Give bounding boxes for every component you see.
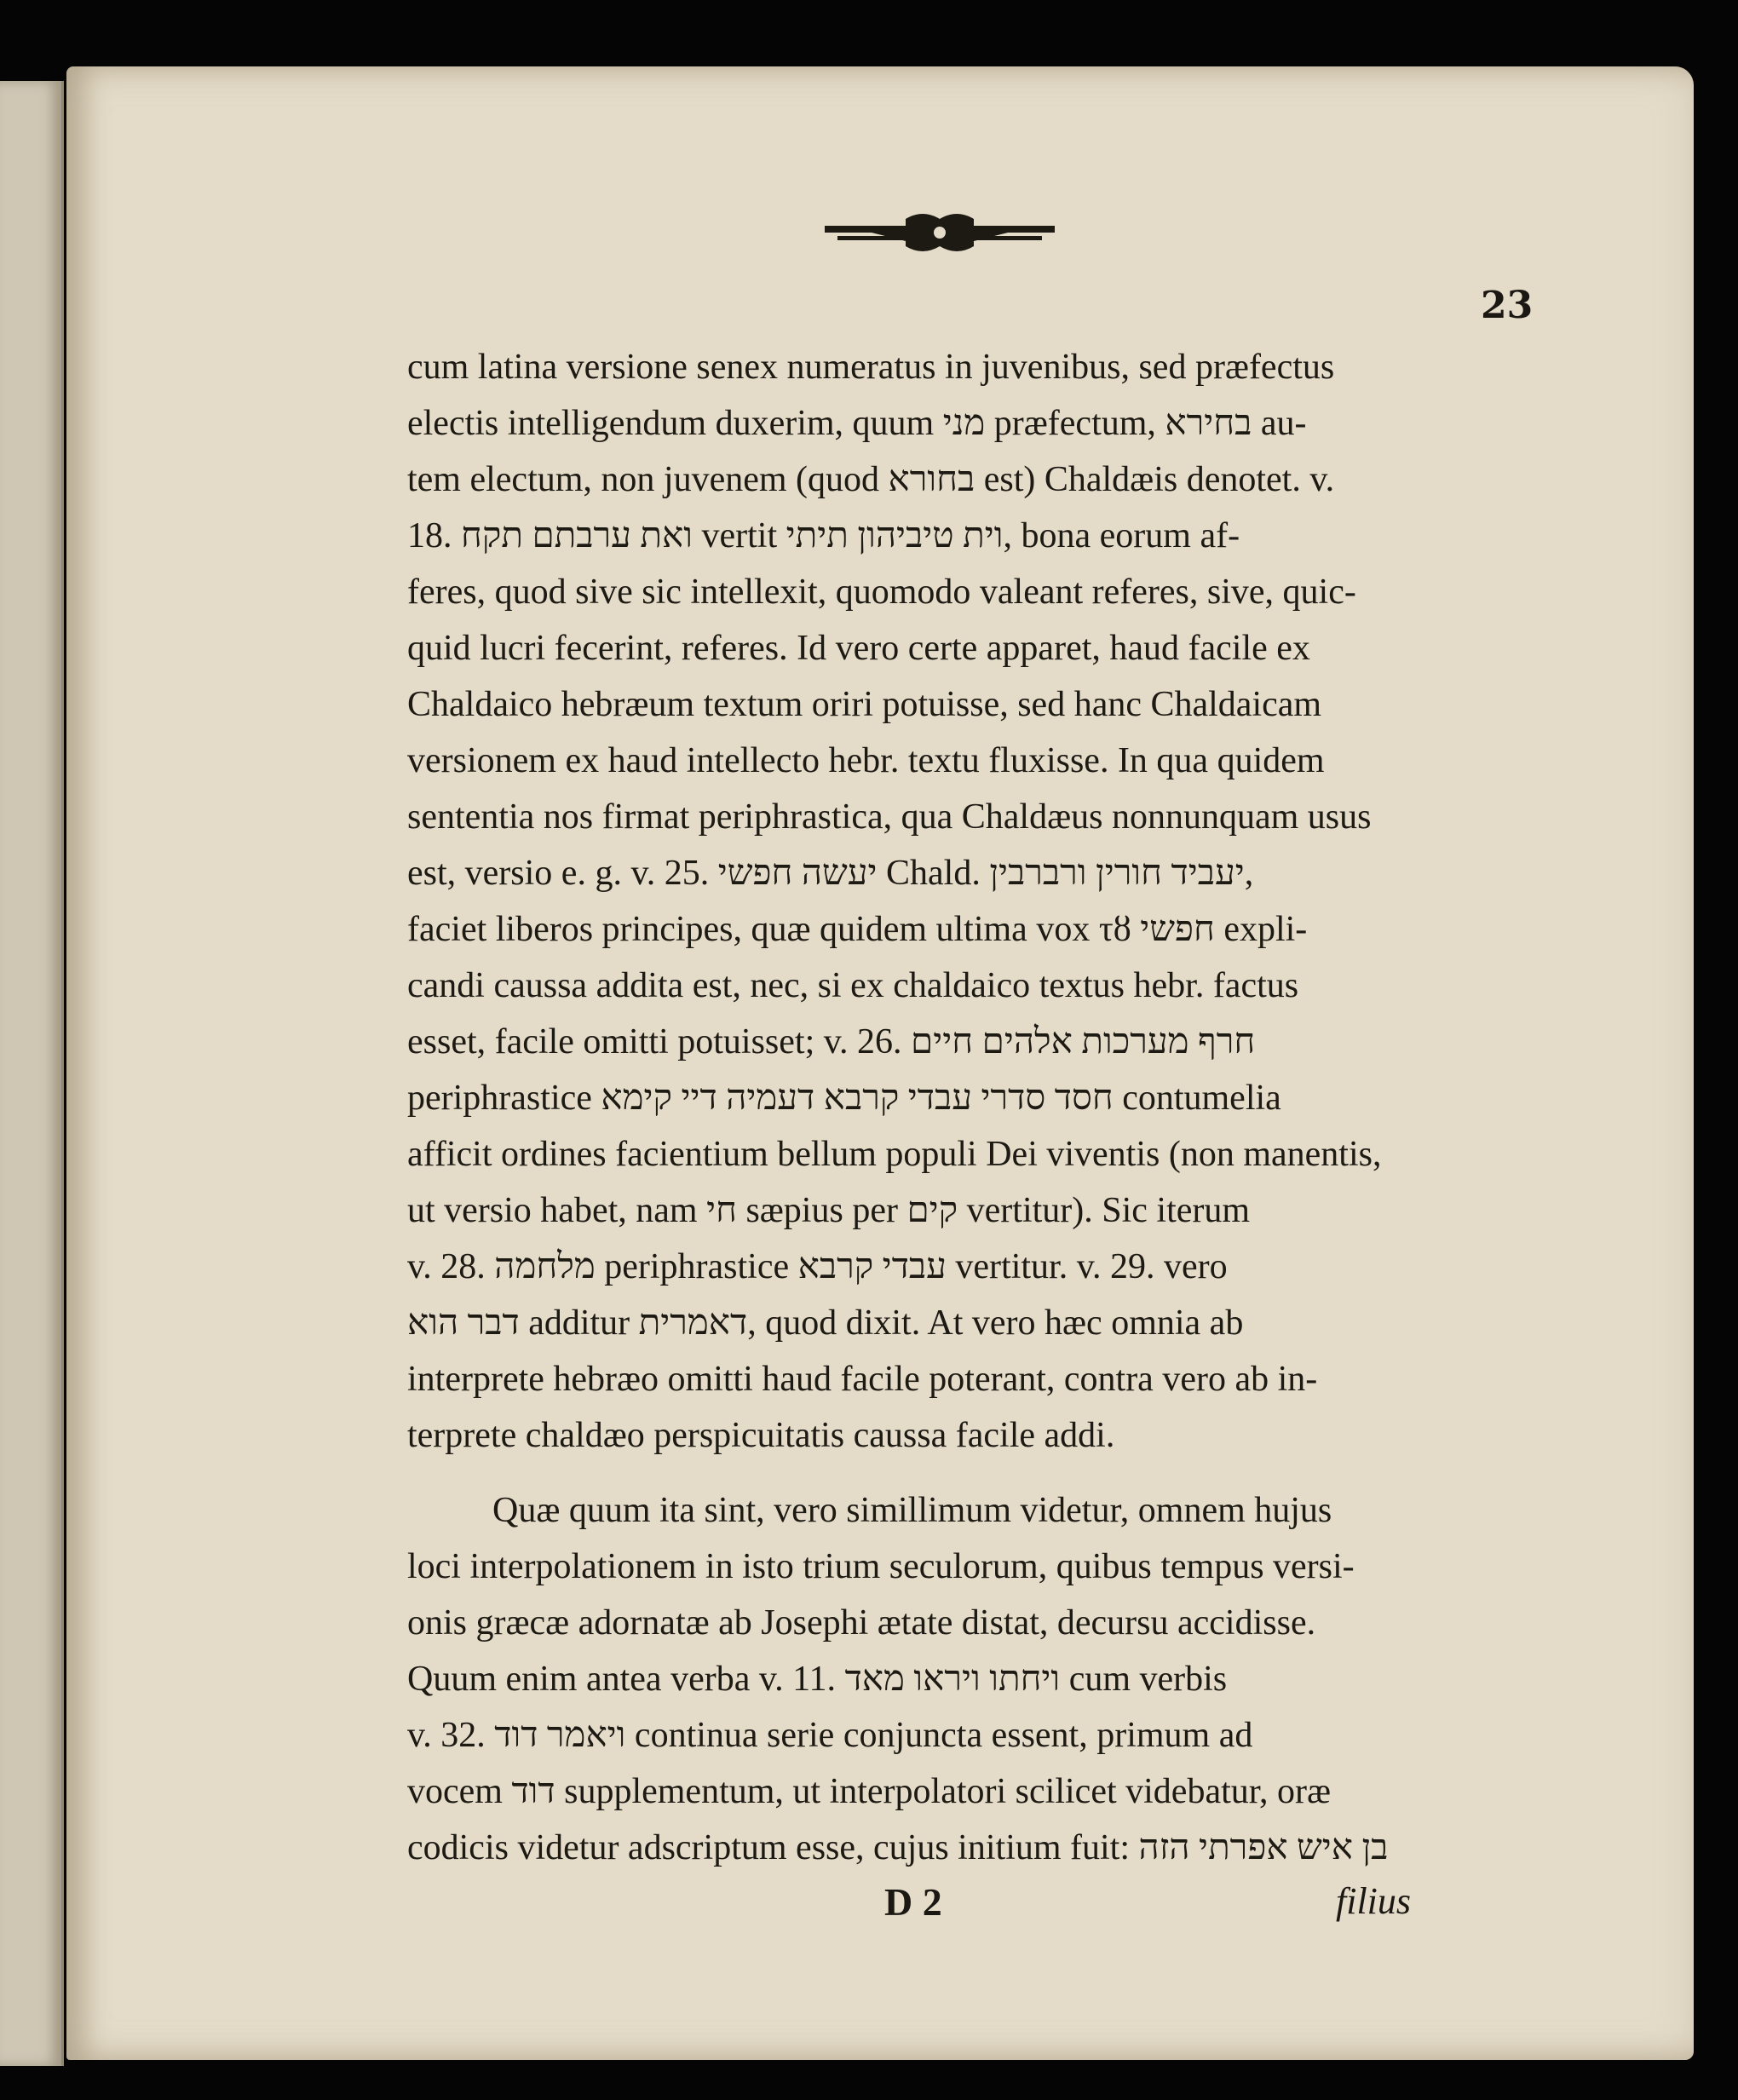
- text-line: דבר הוא additur דאמרית, quod dixit. At vero hæc omnia ab: [407, 1303, 1244, 1343]
- text-line: vocem דוד supplementum, ut interpolatori scilicet videbatur, oræ: [407, 1772, 1332, 1811]
- text-line: Quæ quum ita sint, vero simillimum videtur, omnem hujus: [492, 1491, 1332, 1530]
- page-number: 23: [1481, 284, 1534, 327]
- facing-page-edge: [0, 81, 64, 2066]
- text-line: v. 28. מלחמה periphrastice עבדי קרבא vertitur. v. 29. vero: [407, 1247, 1228, 1286]
- text-line: faciet liberos principes, quæ quidem ultima vox τȣ חפשי expli-: [407, 910, 1308, 949]
- text-line: cum latina versione senex numeratus in juvenibus, sed præfectus: [407, 348, 1335, 387]
- text-line: v. 32. ויאמר דוד continua serie conjuncta essent, primum ad: [407, 1716, 1253, 1755]
- text-line: electis intelligendum duxerim, quum מני præfectum, בחירא au-: [407, 404, 1307, 443]
- text-line: sententia nos firmat periphrastica, qua Chaldæus nonnunquam usus: [407, 797, 1372, 837]
- text-line: onis græcæ adornatæ ab Josephi ætate distat, decursu accidisse.: [407, 1603, 1316, 1643]
- text-line: interprete hebræo omitti haud facile poterant, contra vero ab in-: [407, 1360, 1318, 1399]
- text-line: esset, facile omitti potuisset; v. 26. חרף מערכות אלהים חיים: [407, 1022, 1256, 1062]
- signature-mark: D 2: [884, 1880, 942, 1924]
- text-line: codicis videtur adscriptum esse, cujus initium fuit: בן איש אפרתי הזה: [407, 1828, 1389, 1867]
- text-line: versionem ex haud intellecto hebr. textu fluxisse. In qua quidem: [407, 741, 1325, 780]
- text-line: terprete chaldæo perspicuitatis caussa facile addi.: [407, 1416, 1115, 1455]
- page-footer: [66, 1879, 1694, 1939]
- paragraph-1: [407, 339, 1532, 1464]
- text-line: Quum enim antea verba v. 11. ויחתו ויראו מאד cum verbis: [407, 1660, 1228, 1699]
- text-line: est, versio e. g. v. 25. יעשה חפשי Chald. יעביד חורין ורברבין,: [407, 854, 1254, 893]
- paragraph-2: [407, 1482, 1532, 1876]
- text-line: Chaldaico hebræum textum oriri potuisse, sed hanc Chaldaicam: [407, 685, 1322, 724]
- text-line: periphrastice חסד סדרי עבדי קרבא דעמיה דיי קימא contumelia: [407, 1079, 1281, 1118]
- text-line: feres, quod sive sic intellexit, quomodo valeant referes, sive, quic-: [407, 572, 1356, 612]
- text-line: candi caussa addita est, nec, si ex chaldaico textus hebr. factus: [407, 966, 1299, 1005]
- text-line: loci interpolationem in isto trium seculorum, quibus tempus versi-: [407, 1547, 1355, 1586]
- text-line: ut versio habet, nam חי sæpius per קים vertitur). Sic iterum: [407, 1191, 1251, 1230]
- header-ornament: [820, 207, 1059, 258]
- book-page: [66, 66, 1694, 2060]
- text-line: afficit ordines facientium bellum populi Dei viventis (non manentis,: [407, 1135, 1382, 1174]
- catchword: filius: [1336, 1880, 1412, 1922]
- text-line: quid lucri fecerint, referes. Id vero certe apparet, haud facile ex: [407, 629, 1310, 668]
- text-line: tem electum, non juvenem (quod בחורא est) Chaldæis denotet. v.: [407, 460, 1335, 499]
- text-line: 18. ואת ערבתם תקח vertit וית טיביהון תיתי, bona eorum af-: [407, 516, 1240, 555]
